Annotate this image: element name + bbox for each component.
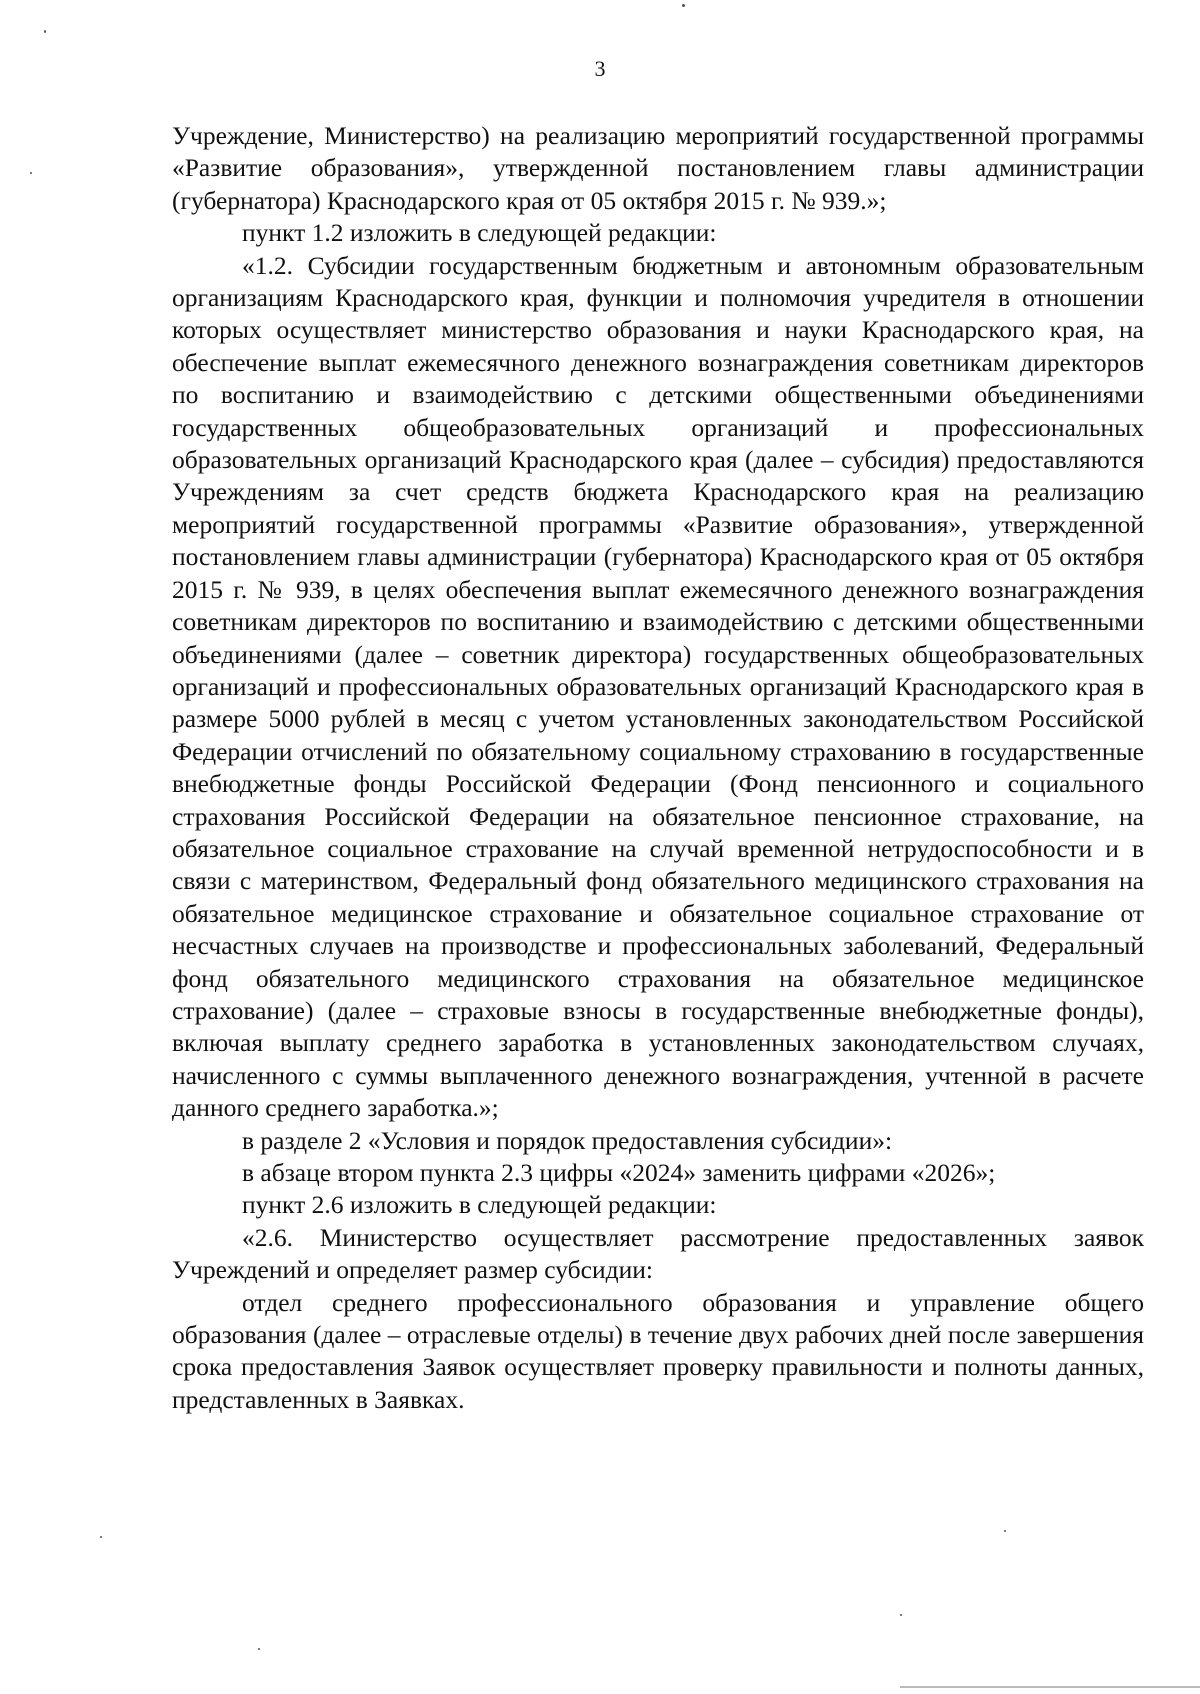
scan-edge-line bbox=[900, 1686, 1200, 1688]
paragraph-3: «1.2. Субсидии государственным бюджетным и автономным образовательным организациям Краснодарского края, функции и полномочия учредителя в отношении которых осуществляет министерство образования и науки Краснодарского края, на обеспечение выплат ежемесячного денежного вознаграждения советникам директоров по воспитанию и взаимодействию с детскими общественными объединениями государственных общеобразовательных организаций и профессиональных образовательных организаций Краснодарского края (далее – субсидия) предоставляются Учреждениям за счет средств бюджета Краснодарского края на реализацию мероприятий государственной программы «Развитие образования», утвержденной постановлением главы администрации (губернатора) Краснодарского края от 05 октября 2015 г. № 939, в целях обеспечения выплат ежемесячного денежного вознаграждения советникам директоров по воспитанию и взаимодействию с детскими общественными объединениями (далее – советник директора) государственных общеобразовательных организаций и профессиональных образовательных организаций Краснодарского края в размере 5000 рублей в месяц с учетом установленных законодательством Российской Федерации отчислений по обязательному социальному страхованию в государственные внебюджетные фонды Российской Федерации (Фонд пенсионного и социального страхования Российской Федерации на обязательное пенсионное страхование, на обязательное социальное страхование на случай временной нетрудоспособности и в связи с материнством, Федеральный фонд обязательного медицинского страхования на обязательное медицинское страхование и обязательное социальное страхование от несчастных случаев на производстве и профессиональных заболеваний, Федеральный фонд обязательного медицинского страхования на обязательное медицинское страхование) (далее – страховые взносы в государственные внебюджетные фонды), включая выплату среднего заработка в установленных законодательством случаях, начисленного с суммы выплаченного денежного вознаграждения, учтенной в расчете данного среднего заработка.»; bbox=[172, 250, 1144, 1123]
paragraph-5: в абзаце втором пункта 2.3 цифры «2024» заменить цифрами «2026»; bbox=[242, 1158, 996, 1187]
paragraph-2: пункт 1.2 изложить в следующей редакции: bbox=[242, 218, 717, 248]
paragraph-8: отдел среднего профессионального образования и управление общего образования (далее – отраслевые отделы) в течение двух рабочих дней после завершения срока предоставления Заявок осуществляет проверку правильности и полноты данных, представленных в Заявках. bbox=[172, 1287, 1144, 1414]
scan-speck bbox=[100, 1536, 102, 1538]
scan-speck bbox=[258, 1648, 260, 1650]
page-number: 3 bbox=[594, 56, 606, 81]
scan-speck bbox=[682, 4, 685, 7]
paragraph-6: пункт 2.6 изложить в следующей редакции: bbox=[242, 1190, 717, 1220]
document-body bbox=[172, 120, 1144, 1416]
paragraph-4: в разделе 2 «Условия и порядок предоставления субсидии»: bbox=[242, 1125, 893, 1155]
scan-speck bbox=[900, 1614, 902, 1616]
paragraph-1: Учреждение, Министерство) на реализацию мероприятий государственной программы «Развитие образования», утвержденной постановлением главы администрации (губернатора) Краснодарского края от 05 октября 2015 г. № 939.»; bbox=[172, 121, 1144, 215]
scan-speck bbox=[44, 30, 46, 33]
paragraph-7: «2.6. Министерство осуществляет рассмотрение предоставленных заявок Учреждений и определяет размер субсидии: bbox=[172, 1222, 1144, 1285]
scan-speck bbox=[30, 172, 32, 174]
scan-speck bbox=[1004, 1530, 1006, 1532]
